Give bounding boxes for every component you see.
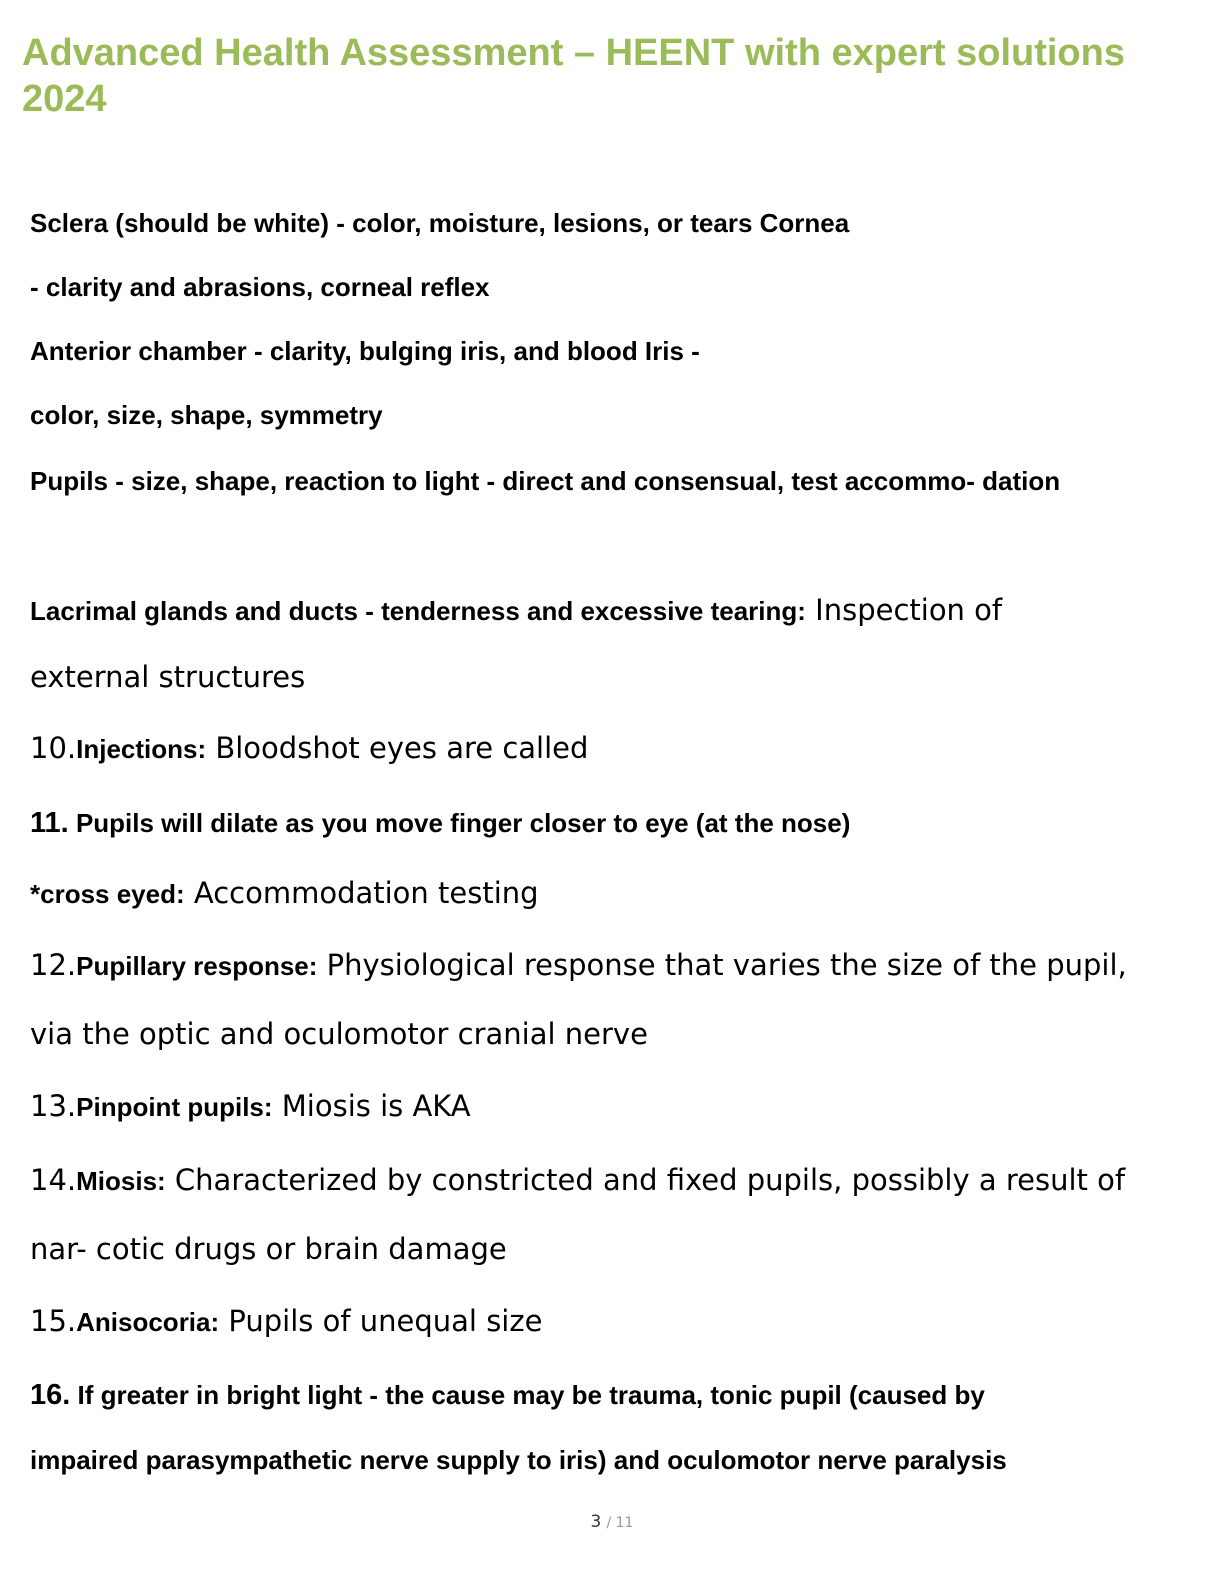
term: Lacrimal glands and ducts - tenderness and excessive tearing:: [30, 596, 806, 626]
definition: Miosis is AKA: [272, 1089, 471, 1123]
page-indicator: [0, 1512, 1224, 1532]
term: Pupils will dilate as you move finger closer to eye (at the nose): [68, 808, 851, 838]
text-line: external structures: [30, 660, 306, 694]
page-total: / 11: [606, 1515, 634, 1531]
list-item-continuation: nar- cotic drugs or brain damage: [30, 1232, 507, 1266]
text-line: - clarity and abrasions, corneal reflex: [30, 272, 490, 302]
item-number: 11.: [30, 807, 69, 839]
list-item-continuation: impaired parasympathetic nerve supply to iris) and oculomotor nerve paralysis: [30, 1445, 1007, 1475]
item-number: 10.: [30, 731, 77, 765]
term: Miosis:: [76, 1166, 166, 1196]
definition: Bloodshot eyes are called: [206, 731, 589, 765]
term: Injections:: [76, 734, 207, 764]
list-item: [30, 731, 588, 765]
list-item: [30, 1089, 471, 1123]
term: Anisocoria:: [76, 1307, 220, 1337]
text-line: color, size, shape, symmetry: [30, 400, 383, 430]
term: *cross eyed:: [30, 879, 185, 909]
term: Pinpoint pupils:: [76, 1092, 273, 1122]
page-title: Advanced Health Assessment – HEENT with expert solutions 2024: [22, 32, 1125, 120]
item-number: 13.: [30, 1089, 77, 1123]
definition: Inspection of: [805, 593, 1003, 627]
list-item: [30, 948, 1127, 982]
definition: Pupils of unequal size: [219, 1304, 543, 1338]
list-item: [30, 1379, 985, 1412]
list-item: [30, 807, 850, 840]
item-number: 14.: [30, 1163, 77, 1197]
list-item-continuation: [30, 876, 539, 910]
text-line: Anterior chamber - clarity, bulging iris, and blood Iris -: [30, 336, 700, 366]
list-item-continuation: via the optic and oculomotor cranial nerve: [30, 1017, 648, 1051]
item-number: 16.: [30, 1379, 71, 1411]
definition: Accommodation testing: [184, 876, 539, 910]
item-number: 15.: [30, 1304, 77, 1338]
definition: Characterized by constricted and fixed pupils, possibly a result of: [165, 1163, 1126, 1197]
text-line: Sclera (should be white) - color, moisture, lesions, or tears Cornea: [30, 208, 850, 238]
list-item: [30, 1304, 542, 1338]
page-current: 3: [590, 1512, 602, 1532]
text-line: Pupils - size, shape, reaction to light - direct and consensual, test accommo- dation: [30, 466, 1061, 496]
definition: Physiological response that varies the size of the pupil,: [317, 948, 1127, 982]
term: If greater in bright light - the cause may be trauma, tonic pupil (caused by: [70, 1380, 985, 1410]
item-number: 12.: [30, 948, 77, 982]
text-line: [30, 593, 1002, 627]
term: Pupillary response:: [76, 951, 318, 981]
list-item: [30, 1163, 1125, 1197]
